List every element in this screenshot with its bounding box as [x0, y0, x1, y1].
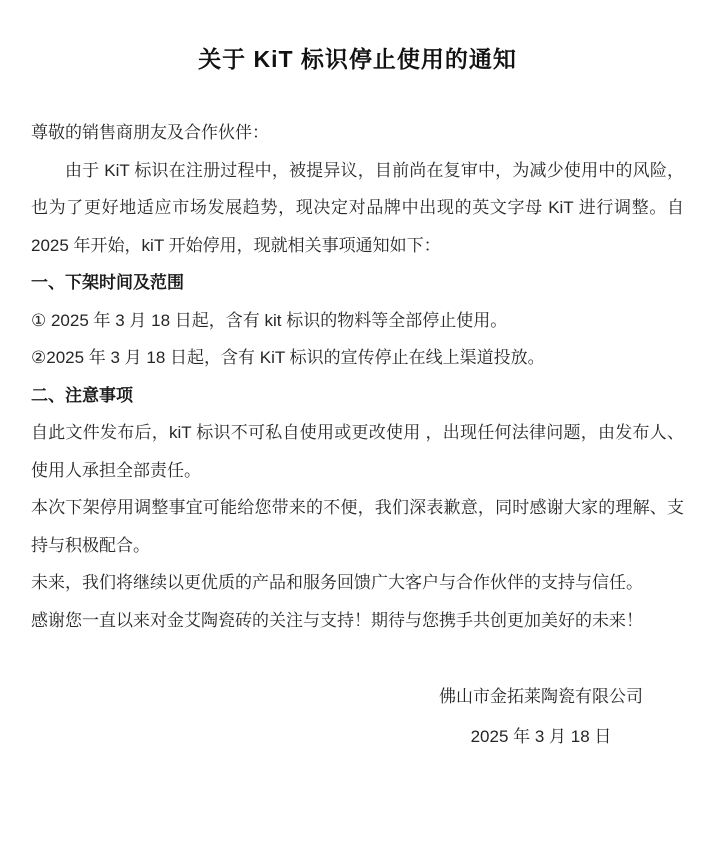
page-title: 关于 KiT 标识停止使用的通知: [198, 46, 517, 72]
document-content: [31, 114, 684, 639]
signature-block: [368, 677, 713, 757]
document-body: [0, 38, 713, 757]
intro-paragraph: 由于 KiT 标识在注册过程中，被提异议，目前尚在复审中，为减少使用中的风险，也为了更好地适应市场发展趋势，现决定对品牌中出现的英文字母 KiT 进行调整。自 2025 年开始，kiT 开始停用，现就相关事项通知如下：: [31, 160, 684, 255]
notice-paragraph-apology: 本次下架停用调整事宜可能给您带来的不便，我们深表歉意，同时感谢大家的理解、支持与积极配合。: [31, 498, 684, 555]
section1-item-2: ②2025 年 3 月 18 日起，含有 KiT 标识的宣传停止在线上渠道投放。: [31, 348, 545, 367]
section1-item-1: ① 2025 年 3 月 18 日起，含有 kit 标识的物料等全部停止使用。: [31, 310, 508, 330]
notice-paragraph-thanks: 感谢您一直以来对金艾陶瓷砖的关注与支持！期待与您携手共创更加美好的未来！: [31, 610, 643, 630]
greeting-line: 尊敬的销售商朋友及合作伙伴：: [31, 123, 269, 142]
signature-company: 佛山市金拓莱陶瓷有限公司: [439, 687, 643, 706]
notice-document: [0, 38, 713, 868]
section2-heading: 二、注意事项: [31, 385, 133, 405]
notice-paragraph-future: 未来，我们将继续以更优质的产品和服务回馈广大客户与合作伙伴的支持与信任。: [31, 573, 643, 592]
signature-date: 2025 年 3 月 18 日: [470, 727, 612, 746]
notice-paragraph-liability: 自此文件发布后，kiT 标识不可私自使用或更改使用 ，出现任何法律问题，由发布人、使用人承担全部责任。: [31, 423, 684, 480]
section1-heading: 一、下架时间及范围: [31, 273, 184, 292]
